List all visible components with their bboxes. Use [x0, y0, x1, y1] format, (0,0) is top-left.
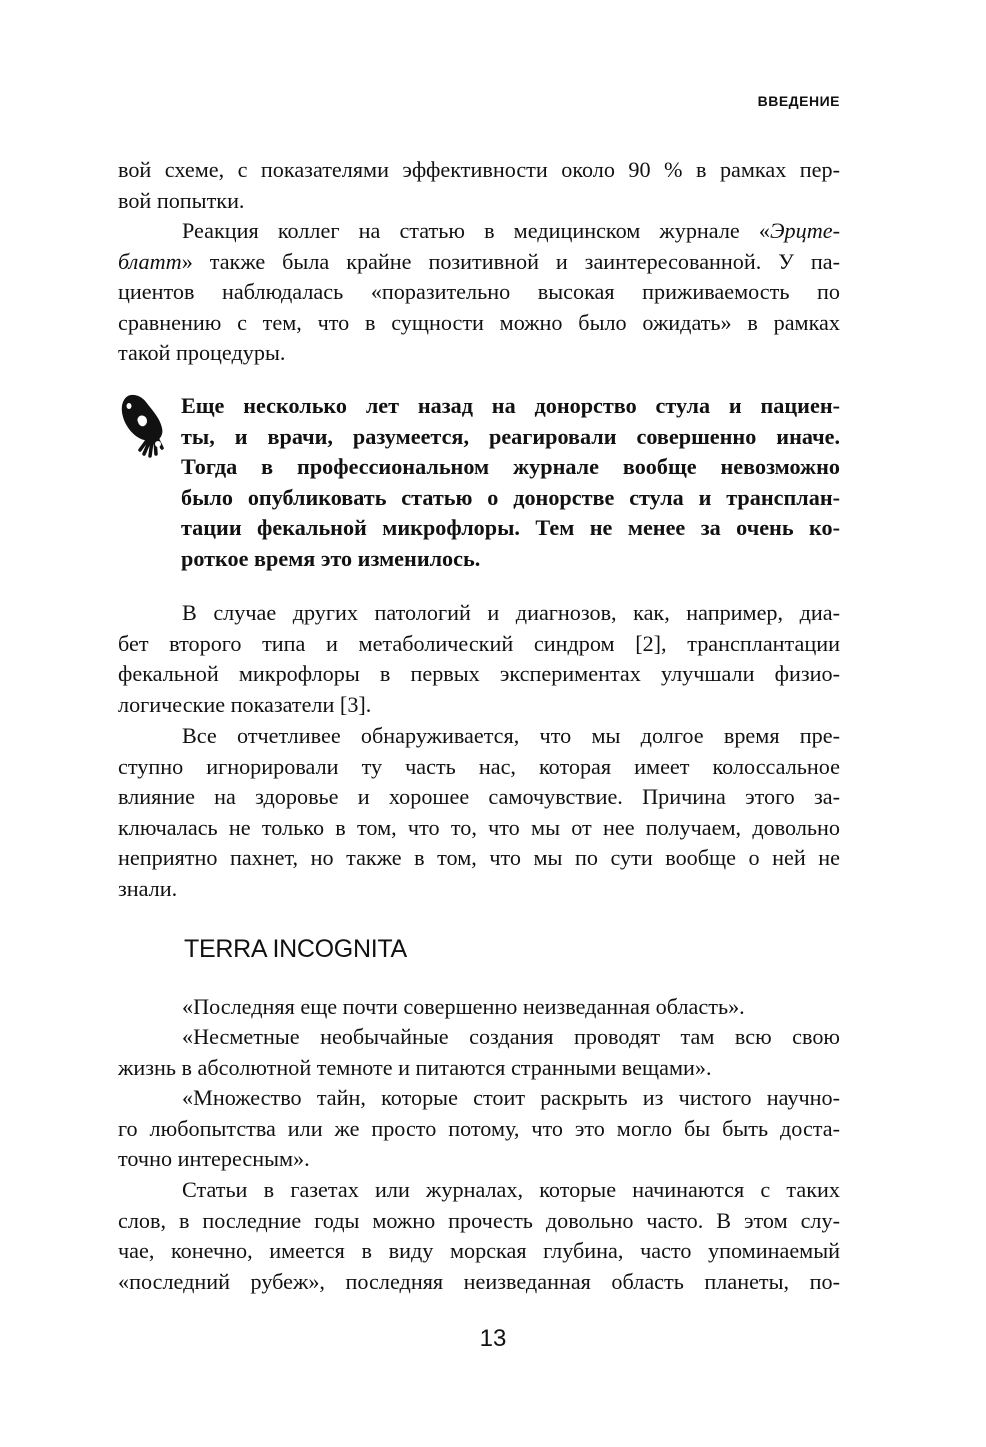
- bird-icon: [114, 392, 174, 462]
- paragraph-other-pathologies: [118, 598, 840, 720]
- text-line: ступно игнорировали ту часть нас, которая имеет колоссальное: [118, 753, 840, 779]
- text-line: «Последняя еще почти совершенно неизведанная область».: [182, 994, 745, 1019]
- text-line: точно интересным».: [118, 1146, 310, 1172]
- paragraph-continuation: [118, 155, 840, 216]
- text-line: ты, и врачи, разумеется, реагировали совершенно иначе.: [181, 423, 840, 449]
- text-line: чае, конечно, имеется в виду морская глубина, часто упоминаемый: [118, 1238, 840, 1264]
- paragraph-articles: [118, 1175, 840, 1297]
- text-line: В случае других патологий и диагнозов, как, например, диа-: [182, 600, 840, 625]
- text-line: «Множество тайн, которые стоит раскрыть из чистого научно-: [182, 1085, 840, 1110]
- paragraph-ignored-part: [118, 721, 840, 905]
- page-number: 13: [479, 1325, 507, 1352]
- text-line: Все отчетливее обнаруживается, что мы долгое время пре-: [182, 723, 840, 748]
- section-heading: TERRA INCOGNITA: [184, 935, 407, 963]
- text-line: было опубликовать статью о донорстве стула и трансплан-: [181, 484, 840, 510]
- text-line: фекальной микрофлоры в первых экспериментах улучшали физио-: [118, 661, 840, 687]
- text-line: слов, в последние годы можно прочесть довольно часто. В этом слу-: [118, 1207, 840, 1233]
- text-line: жизнь в абсолютной темноте и питаются странными вещами».: [118, 1054, 712, 1080]
- journal-title-italic: Эрцте-: [770, 218, 840, 243]
- text-line: го любопытства или же просто потому, что это могло бы быть доста-: [118, 1115, 840, 1141]
- text-line: роткое время это изменилось.: [181, 545, 481, 571]
- text-line: Статьи в газетах или журналах, которые начинаются с таких: [182, 1177, 840, 1202]
- callout-bold-note: [181, 391, 840, 575]
- text-line: «последний рубеж», последняя неизведанная область планеты, по-: [118, 1268, 840, 1294]
- text-line: влияние на здоровье и хорошее самочувствие. Причина этого за-: [118, 784, 840, 810]
- text-line: «Несметные необычайные создания проводят там всю свою: [182, 1024, 840, 1049]
- text-line: циентов наблюдалась «поразительно высокая приживаемость по: [118, 279, 840, 305]
- text-line: логические показатели [3].: [118, 691, 372, 717]
- text-line: сравнению с тем, что в сущности можно было ожидать» в рамках: [118, 309, 840, 335]
- text-span: » также была крайне позитивной и заинтересованной. У па-: [181, 248, 840, 274]
- text-line: Тогда в профессиональном журнале вообще невозможно: [181, 454, 840, 480]
- text-line: вой схеме, с показателями эффективности около 90 % в рамках пер-: [118, 157, 840, 182]
- text-line: [118, 247, 840, 278]
- text-line: бет второго типа и метаболический синдром [2], трансплантации: [118, 630, 840, 656]
- text-line: ключалась не только в том, что то, что мы от нее получаем, довольно: [118, 814, 840, 840]
- text-line: такой процедуры.: [118, 340, 286, 366]
- text-span: Реакция коллег на статью в медицинском журнале «: [182, 218, 771, 243]
- text-line: знали.: [118, 875, 178, 901]
- text-line: вой попытки.: [118, 187, 245, 213]
- text-line: Еще несколько лет назад на донорство стула и пациен-: [181, 393, 840, 418]
- quote-paragraph-1: [118, 992, 840, 1023]
- journal-title-italic: блатт: [118, 248, 182, 274]
- quote-paragraph-3: [118, 1083, 840, 1175]
- running-head: ВВЕДЕНИЕ: [757, 93, 840, 109]
- quote-paragraph-2: [118, 1022, 840, 1083]
- paragraph-journal-reaction: [118, 216, 840, 369]
- text-line: тации фекальной микрофлоры. Тем не менее за очень ко-: [181, 515, 840, 541]
- text-line: [118, 216, 840, 247]
- text-line: неприятно пахнет, но также в том, что мы по сути вообще о ней не: [118, 845, 840, 871]
